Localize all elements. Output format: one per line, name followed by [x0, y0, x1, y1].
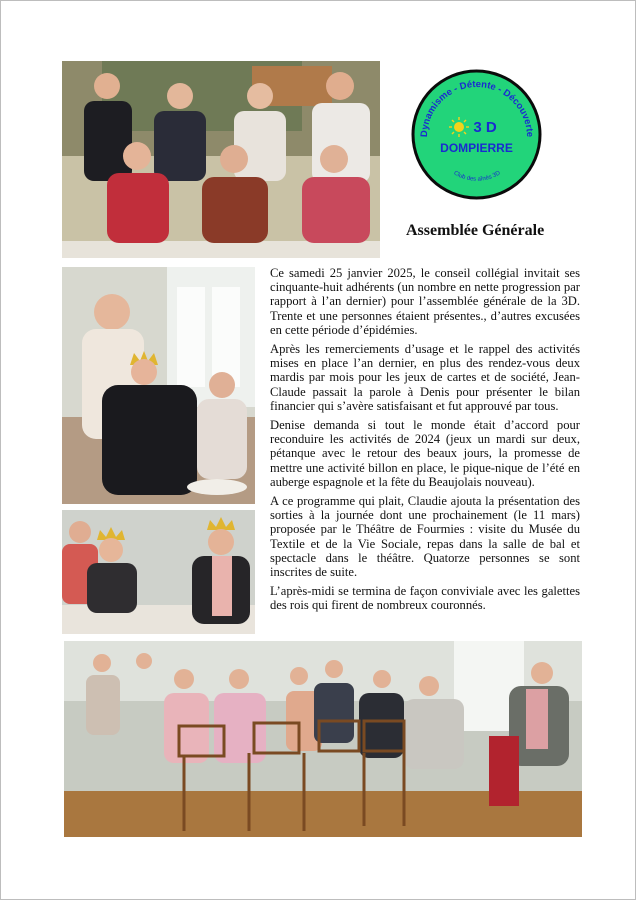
logo-arc-text: Dynamisme - Détente - Découverte [418, 78, 536, 138]
article-paragraph: Denise demanda si tout le monde était d’accord pour reconduire les activités de 2024 (jeux un mardi sur deux, pétanque avec le retour des beaux jours, la promesse de mettre une activité billon en place, le pique-nique de l’été en auberge espagnole et la fête du Beaujolais nouveau). [270, 418, 580, 489]
crowned-women-photo [62, 510, 255, 634]
logo-town-text: DOMPIERRE [440, 141, 513, 155]
club-logo [409, 67, 544, 202]
logo-3d-text: 3 D [473, 119, 497, 136]
article-paragraph: Ce samedi 25 janvier 2025, le conseil collégial invitait ses cinquante-huit adhérents (un nombre en nette progression par rapport à l’an dernier) pour l’assemblée générale de la 3D. Trente et une personnes étaient présentes., d’autres excusées en cette période d’épidémies. [270, 266, 580, 337]
group-portrait-photo [62, 61, 380, 258]
audience-photo [64, 641, 582, 837]
page-title: Assemblée Générale [406, 222, 545, 239]
article-paragraph: L’après-midi se termina de façon conviviale avec les galettes des rois qui firent de nombreux couronnés. [270, 584, 580, 613]
logo-bottom-text: Club des aînés 3D [452, 170, 502, 183]
sun-icon [449, 117, 469, 137]
article-paragraph: Après les remerciements d’usage et le rappel des activités mises en place l’an dernier, en plus des rendez-vous deux mardis par mois pour les jeux de cartes et de société, Jean-Claude passait la parole à Denis pour présenter le bilan financier qui s’avère satisfaisant et fut approuvé par tous. [270, 342, 580, 413]
crowned-man-photo [62, 267, 255, 504]
article-body [270, 266, 580, 618]
article-paragraph: A ce programme qui plait, Claudie ajouta la présentation des sorties à la journée dont une prochainement (le 11 mars) proposée par le Théâtre de Fourmies : visite du Musée du Textile et de la Vie Sociale, repas dans la salle de bal et spectacle dans le théâtre. Quatorze personnes se sont inscrites de suite. [270, 494, 580, 580]
